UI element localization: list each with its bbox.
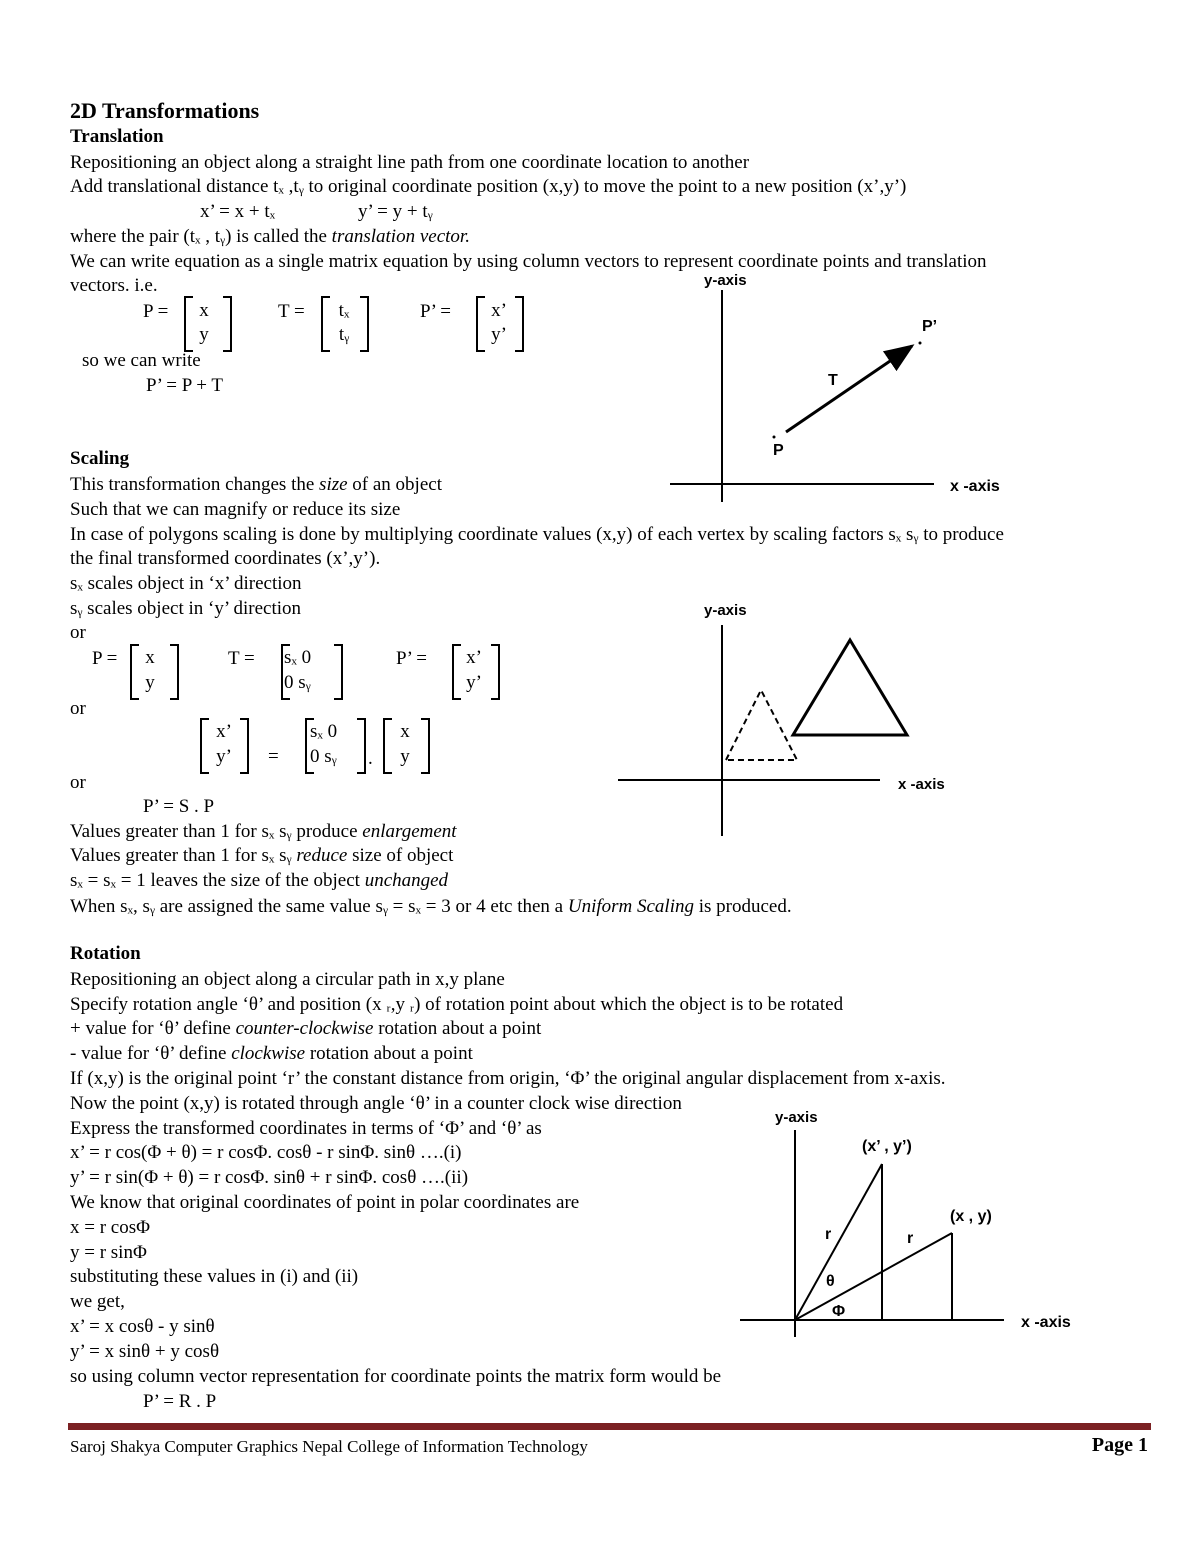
translation-matrix-line-2: vectors. i.e. <box>70 275 158 296</box>
matrix-cell: sₓ 0 <box>284 647 312 668</box>
translation-P-label: P = <box>143 301 169 322</box>
translation-eq-y: y’ = y + tᵧ <box>358 201 433 222</box>
scaling-or-2: or <box>70 698 86 719</box>
scaling-heading: Scaling <box>70 448 130 469</box>
translation-result: P’ = P + T <box>146 375 224 396</box>
matrix-bracket <box>130 644 139 700</box>
point-marker <box>919 342 922 345</box>
translation-p-label: P <box>773 442 784 459</box>
translation-heading: Translation <box>70 126 164 147</box>
matrix-cell: y’ <box>216 746 232 767</box>
translation-Pprime-label: P’ = <box>420 301 451 322</box>
rotation-x-axis-label: x -axis <box>1021 1314 1071 1331</box>
scaling-values-3: sₓ = sₓ = 1 leaves the size of the object unchanged <box>70 870 449 891</box>
rotation-line-13: substituting these values in (i) and (ii) <box>70 1266 359 1287</box>
rotation-line-3: + value for ‘θ’ define counter-clockwise rotation about a point <box>70 1018 542 1039</box>
matrix-bracket <box>334 644 343 700</box>
point-marker <box>773 436 776 439</box>
matrix-cell: x’ <box>491 300 507 321</box>
rotation-line-7: Express the transformed coordinates in terms of ‘Φ’ and ‘θ’ as <box>70 1118 542 1139</box>
scaling-line-3: In case of polygons scaling is done by multiplying coordinate values (x,y) of each vertex by scaling factors sₓ sᵧ to produce <box>70 524 1004 545</box>
scaling-line-1: This transformation changes the size of an object <box>70 474 442 495</box>
translation-pprime-label: P’ <box>922 318 938 335</box>
matrix-bracket <box>383 718 392 774</box>
footer-text: Saroj Shakya Computer Graphics Nepal College of Information Technology <box>70 1437 588 1456</box>
scaling-Pprime-label: P’ = <box>396 648 427 669</box>
rotation-line-18: P’ = R . P <box>143 1391 217 1412</box>
matrix-cell: y’ <box>466 672 482 693</box>
matrix-cell: y <box>145 672 155 693</box>
matrix-cell: 0 sᵧ <box>284 672 311 693</box>
translation-vector-arrow <box>786 346 912 432</box>
rotation-line-2: Specify rotation angle ‘θ’ and position (x ᵣ,y ᵣ) of rotation point about which the object is to be rotated <box>70 994 844 1015</box>
rotation-xy-label: (x , y) <box>950 1208 992 1225</box>
rotation-line-1: Repositioning an object along a circular path in x,y plane <box>70 969 505 990</box>
rotation-line-17: so using column vector representation for coordinate points the matrix form would be <box>70 1366 722 1387</box>
page-number: Page 1 <box>1091 1434 1148 1456</box>
rotation-xyprime-label: (x’ , y’) <box>862 1138 912 1155</box>
rotation-phi-label: Φ <box>832 1303 846 1320</box>
scaling-or-3: or <box>70 772 86 793</box>
rotation-line-11: x = r cosΦ <box>70 1217 151 1238</box>
scaling-dot: . <box>368 748 373 769</box>
scaling-x-axis-label: x -axis <box>898 776 945 793</box>
rotation-r1-label: r <box>825 1226 832 1243</box>
scaling-or-1: or <box>70 622 86 643</box>
matrix-cell: 0 sᵧ <box>310 746 337 767</box>
rotation-line-16: y’ = x sinθ + y cosθ <box>70 1341 220 1362</box>
matrix-cell: x <box>145 647 155 668</box>
rotation-line-10: We know that original coordinates of point in polar coordinates are <box>70 1192 580 1213</box>
translation-vector-line: where the pair (tₓ , tᵧ) is called the translation vector. <box>70 226 470 247</box>
original-triangle <box>726 690 797 760</box>
scaling-T-label: T = <box>228 648 255 669</box>
rotation-theta-label: θ <box>826 1273 835 1290</box>
translation-y-axis-label: y-axis <box>704 272 747 289</box>
translation-eq-x: x’ = x + tₓ <box>200 201 276 222</box>
scaling-line-6: sᵧ scales object in ‘y’ direction <box>70 598 302 619</box>
translation-so-write: so we can write <box>82 350 201 371</box>
scaling-y-axis-label: y-axis <box>704 602 747 619</box>
matrix-cell: tₓ <box>338 300 350 321</box>
matrix-bracket <box>200 718 209 774</box>
matrix-cell: x <box>400 721 410 742</box>
scaling-equals: = <box>268 746 279 767</box>
translation-line-2: Add translational distance tₓ ,tᵧ to original coordinate position (x,y) to move the point to a new position (x’,y’) <box>70 176 907 197</box>
matrix-cell: y <box>199 324 209 345</box>
translation-T-label: T = <box>278 301 305 322</box>
rotation-y-axis-label: y-axis <box>775 1109 818 1126</box>
scaling-line-5: sₓ scales object in ‘x’ direction <box>70 573 302 594</box>
matrix-bracket <box>170 644 179 700</box>
matrix-bracket <box>421 718 430 774</box>
translation-matrix-line-1: We can write equation as a single matrix equation by using column vectors to represent coordinate points and translation <box>70 251 987 272</box>
rotation-line-5: If (x,y) is the original point ‘r’ the constant distance from origin, ‘Φ’ the original angular displacement from x-axis. <box>70 1068 946 1089</box>
scaling-values-1: Values greater than 1 for sₓ sᵧ produce enlargement <box>70 821 457 842</box>
matrix-cell: y’ <box>491 324 507 345</box>
matrix-bracket <box>491 644 500 700</box>
matrix-cell: x’ <box>216 721 232 742</box>
translation-x-axis-label: x -axis <box>950 478 1000 495</box>
rotation-line-15: x’ = x cosθ - y sinθ <box>70 1316 215 1337</box>
translation-line-1: Repositioning an object along a straight line path from one coordinate location to another <box>70 152 750 173</box>
rotation-line-14: we get, <box>70 1291 125 1312</box>
rotation-line-8: x’ = r cos(Φ + θ) = r cosΦ. cosθ - r sinΦ. sinθ ….(i) <box>70 1142 462 1163</box>
scaling-result: P’ = S . P <box>143 796 215 817</box>
matrix-cell: x <box>199 300 209 321</box>
scaling-line-4: the final transformed coordinates (x’,y’). <box>70 548 381 569</box>
matrix-bracket <box>240 718 249 774</box>
rotation-line-6: Now the point (x,y) is rotated through angle ‘θ’ in a counter clock wise direction <box>70 1093 682 1114</box>
scaling-values-2: Values greater than 1 for sₓ sᵧ reduce size of object <box>70 845 454 866</box>
rotation-line-9: y’ = r sin(Φ + θ) = r cosΦ. sinθ + r sinΦ. cosθ ….(ii) <box>70 1167 469 1188</box>
scaling-P-label: P = <box>92 648 118 669</box>
rotation-line-4: - value for ‘θ’ define clockwise rotation about a point <box>70 1043 473 1064</box>
matrix-cell: sₓ 0 <box>310 721 338 742</box>
matrix-cell: tᵧ <box>338 324 350 345</box>
matrix-cell: x’ <box>466 647 482 668</box>
rotation-line-12: y = r sinΦ <box>70 1242 147 1263</box>
footer-bar <box>68 1423 1151 1430</box>
scaling-line-2: Such that we can magnify or reduce its size <box>70 499 401 520</box>
rotation-r2-label: r <box>907 1230 914 1247</box>
translation-t-label: T <box>828 372 838 389</box>
matrix-bracket <box>357 718 366 774</box>
scaling-values-4: When sₓ, sᵧ are assigned the same value sᵧ = sₓ = 3 or 4 etc then a Uniform Scaling is produced. <box>70 896 792 917</box>
scaled-triangle <box>793 640 907 735</box>
page-title: 2D Transformations <box>70 98 260 123</box>
rotation-heading: Rotation <box>70 943 141 964</box>
matrix-cell: y <box>400 746 410 767</box>
